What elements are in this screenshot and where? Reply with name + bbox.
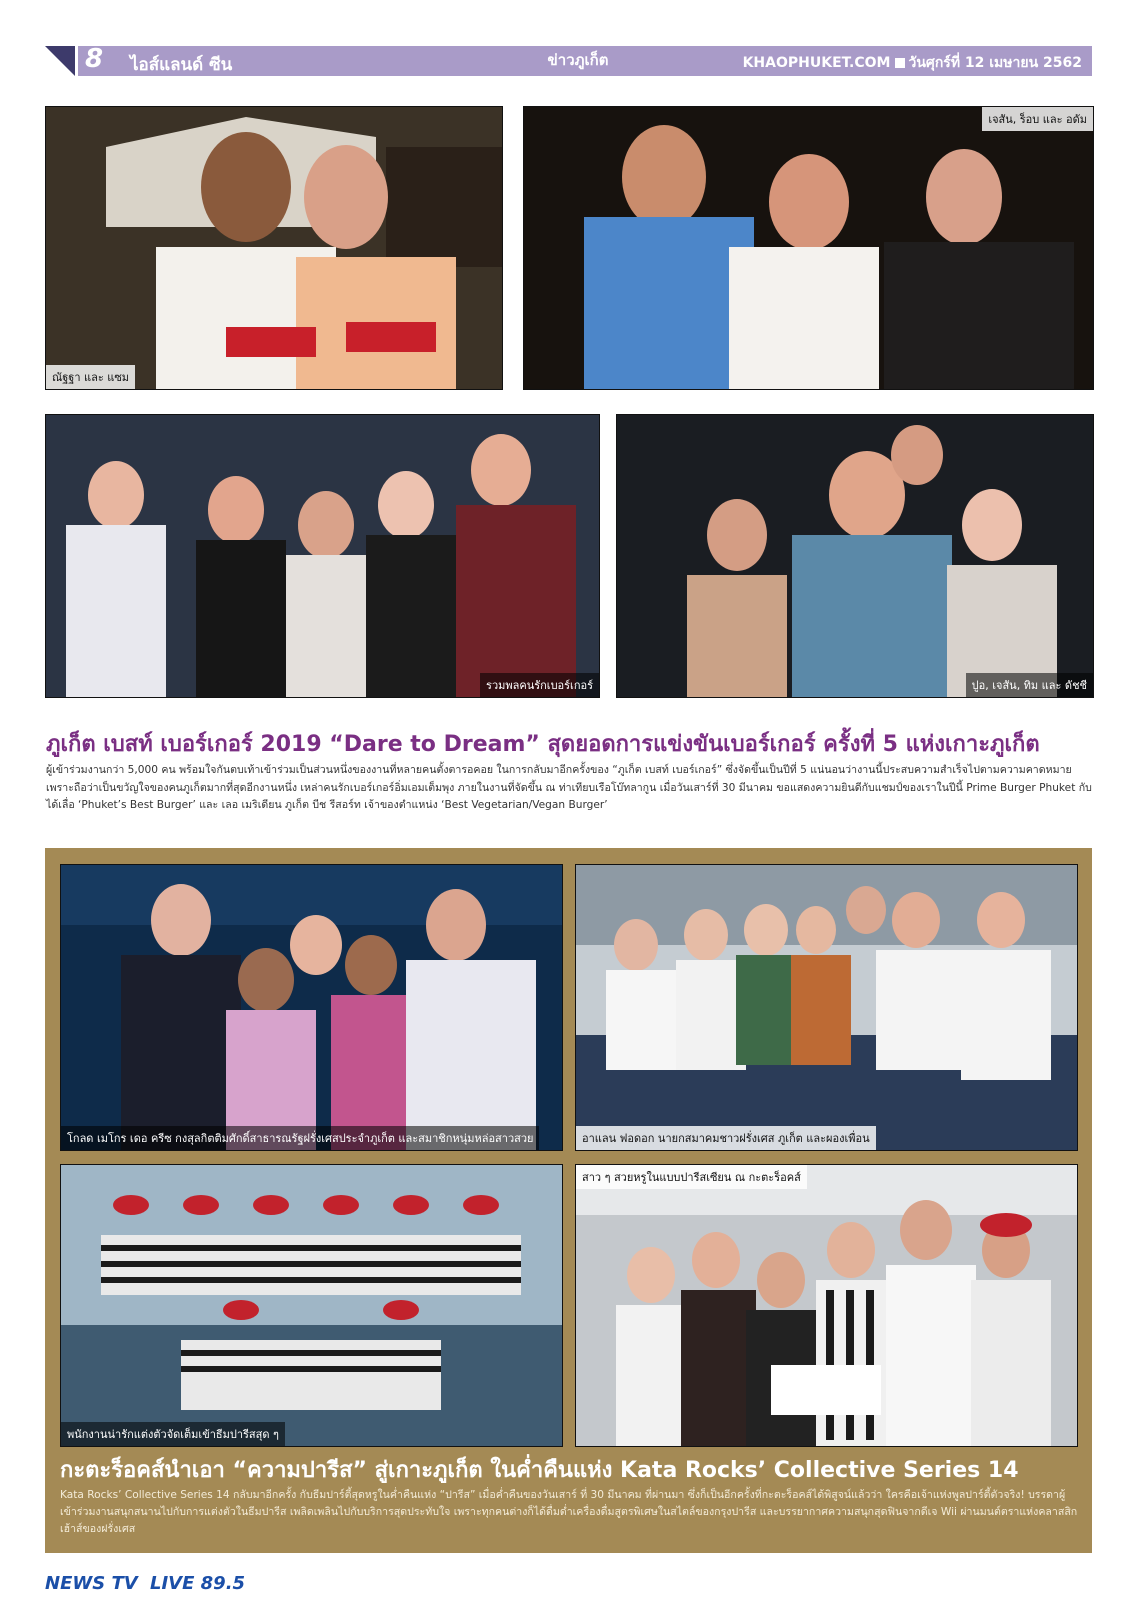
photo-burger-lovers [45,414,600,698]
article1-headline: ภูเก็ต เบสท์ เบอร์เกอร์ 2019 “Dare to Dream” สุดยอดการแข่งขันเบอร์เกอร์ ครั้งที่ 5 แห่งเกาะภูเก็ต [46,732,1040,757]
photo-consul-group-image [61,865,562,1150]
photo-staff-paris-theme [60,1164,563,1447]
article1-body: ผู้เข้าร่วมงานกว่า 5,000 คน พร้อมใจกันตบเท้าเข้าร่วมเป็นส่วนหนึ่งของงานที่หลายคนตั้งตารอคอย ในการกลับมาอีกครั้งของ “ภูเก็ต เบสท์ เบอร์เกอร์” ซึ่งจัดขึ้นเป็นปีที่ 5 แน่นอนว่างานนี้ประสบความสำเร็จไปตามความคาดหมาย เพราะถือว่าเป็นขวัญใจของคนภูเก็ตมากที่สุดอีกงานหนึ่ง เหล่าคนรักเบอร์เกอร์อิ่มเอมเต็มพุง ภายในงานที่จัดขึ้น ณ ท่าเทียบเรือโบ๊ทลากูน เมื่อวันเสาร์ที่ 30 มีนาคม ขอแสดงความยินดีกับแชมป์ของเราในปีนี้ Prime Burger Phuket กับได้เลื่อ ‘Phuket’s Best Burger’ และ เลอ เมริเดียน ภูเก็ต บีช รีสอร์ท เจ้าของตำแหน่ง ‘Best Vegetarian/Vegan Burger’ [46,764,1092,811]
issue-date: วันศุกร์ที่ 12 เมษายน 2562 [908,55,1082,71]
news-tv-logo: NEWS TV [45,1573,138,1594]
caption-photo5: โกลด เมโกร เดอ ครีซ กงสุลกิตติมศักดิ์สาธารณรัฐฝรั่งเศสประจำภูเก็ต และสมาชิกหนุ่มหล่อสาวสวย [61,1126,539,1150]
photo-consul-group [60,864,563,1151]
square-separator-icon [895,58,905,68]
live-radio-logo: LIVE 89.5 [150,1573,246,1594]
photo-staff-paris-theme-image [61,1165,562,1446]
photo-burger-couple-image [46,107,502,389]
website: KHAOPHUKET.COM [742,55,891,71]
header-date-line [743,52,1082,74]
photo-parisian-ladies [575,1164,1078,1447]
caption-photo4: ปูอ, เจสัน, ทิม และ ดัชชี [966,673,1093,697]
caption-photo6: อาแลน ฟอดอก นายกสมาคมชาวฝรั่งเศส ภูเก็ต และผองเพื่อน [576,1126,876,1150]
header-corner-mark [45,46,75,76]
photo-burger-couple [45,106,503,390]
caption-photo7: พนักงานน่ารักแต่งตัวจัดเต็มเข้าธีมปารีสสุด ๆ [61,1422,285,1446]
photo-parisian-ladies-image [576,1165,1077,1446]
caption-photo1: ณัฐฐา และ แซม [46,365,135,389]
photo-alain-friends-image [576,865,1077,1150]
photo-three-men-image [524,107,1093,389]
caption-photo8: สาว ๆ สวยหรูในแบบปารีสเซียน ณ กะตะร็อคส์ [576,1165,807,1189]
photo-burger-lovers-image [46,415,599,697]
caption-photo2: เจสัน, ร็อบ และ อดัม [982,107,1093,131]
page-number: 8 [85,44,104,74]
photo-four-friends [616,414,1094,698]
article2-headline: กะตะร็อคส์นำเอา “ความปารีส” สู่เกาะภูเก็ต ในค่ำคืนแห่ง Kata Rocks’ Collective Series 14 [60,1458,1019,1483]
caption-photo3: รวมพลคนรักเบอร์เกอร์ [480,673,599,697]
newspaper-logo: ข่าวภูเก็ต [547,51,609,69]
photo-four-friends-image [617,415,1093,697]
photo-three-men [523,106,1094,390]
section-title: ไอส์แลนด์ ซีน [130,55,233,75]
article2-body: Kata Rocks’ Collective Series 14 กลับมาอีกครั้ง กับธีมปาร์ตี้สุดหรูในค่ำคืนแห่ง “ปารีส” เมื่อค่ำคืนของวันเสาร์ ที่ 30 มีนาคม ที่ผ่านมา ซึ่งก็เป็นอีกครั้งที่กะตะร็อคส์ได้พิสูจน์แล้วว่า ใครคือเจ้าแห่งพูลปาร์ตี้ตัวจริง! บรรดาผู้เข้าร่วมงานสนุกสนานไปกับการแต่งตัวในธีมปารีส เพลิดเพลินไปกับบริการสุดประทับใจ เพราะทุกคนต่างก็ได้ดื่มด่ำเครื่องดื่มสูตรพิเศษในสไตล์ของกรุงปารีส และบรรยากาศความสนุกสุดฟินจากดีเจ Wii ผ่านมนต์ตราแห่งคลาสสิกเฮ้าส์ของฝรั่งเศส [60,1489,1078,1535]
photo-alain-friends [575,864,1078,1151]
